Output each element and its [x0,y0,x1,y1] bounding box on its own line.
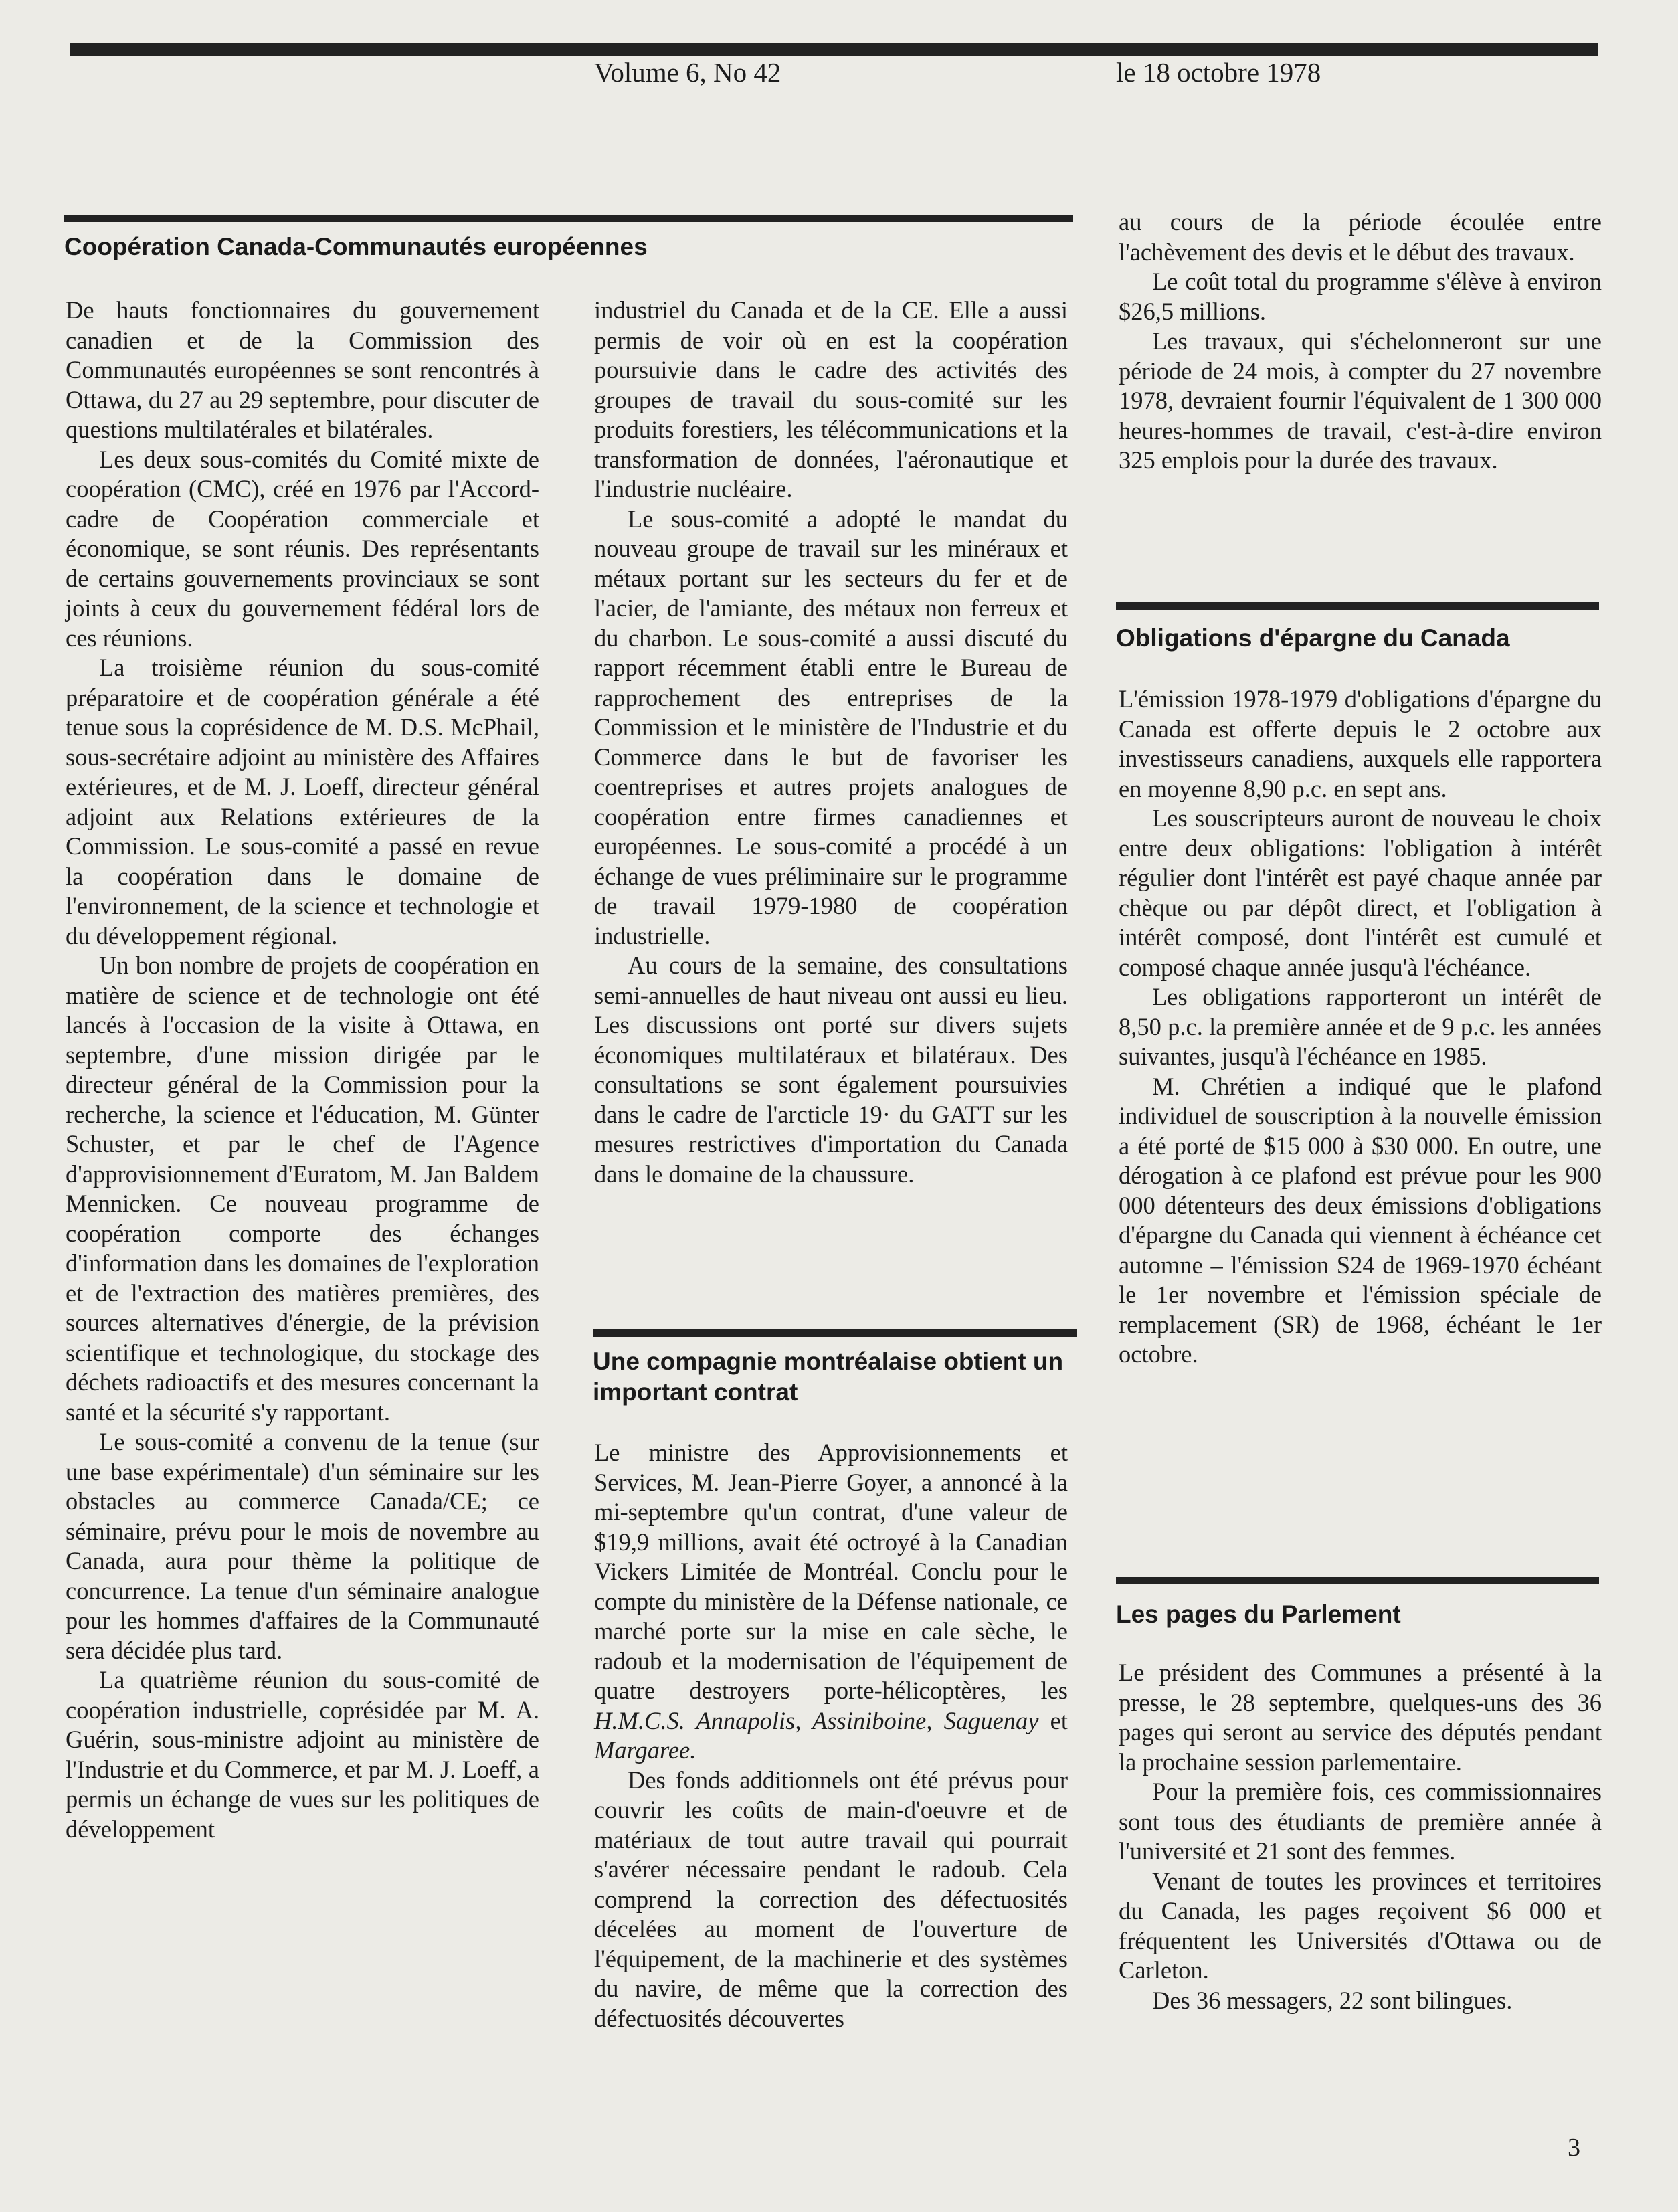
volume-number: Volume 6, No 42 [594,57,781,88]
paragraph: Des 36 messagers, 22 sont bilingues. [1152,1986,1513,2014]
paragraph: Un bon nombre de projets de coopération en matière de science et de technologie ont été lancés à l'occasion de la visite à Ottawa, en septembre, d'une mission dirigée par le directeur général de la Commission pour la recherche, la science et l'éducation, M. Günter Schuster, et par le chef de l'Agence d'approvisionnement d'Euratom, M. Jan Baldem Mennicken. Ce nouveau programme de coopération comporte des échanges d'information dans les domaines de l'exploration et de l'extraction des matières premières, des sources alternatives d'énergie, de la prévision scientifique et technologique, du stockage des déchets radioactifs et des mesures concernant la santé et la sécurité s'y rapportant. [66,951,539,1426]
paragraph: Venant de toutes les provinces et territoires du Canada, les pages reçoivent $6 000 et fréquentent les Universités d'Ottawa ou de Carleton. [1119,1867,1602,1984]
ship-name-last: Margaree. [594,1736,696,1764]
paragraph: Le coût total du programme s'élève à environ $26,5 millions. [1119,268,1602,325]
article-pages-body [1119,1658,1602,2015]
article-bonds-title: Obligations d'épargne du Canada [1116,624,1510,652]
paragraph [594,1438,1068,1766]
article-bonds-header [1116,602,1599,654]
paragraph: au cours de la période écoulée entre l'achèvement des devis et le début des travaux. [1119,208,1602,266]
paragraph: Les travaux, qui s'échelonneront sur une période de 24 mois, à compter du 27 novembre 1978, devraient fournir l'équivalent de 1 300 000 heures-hommes de travail, c'est-à-dire environ 325 emplois pour la durée des travaux. [1119,327,1602,474]
paragraph: Le sous-comité a convenu de la tenue (sur une base expérimentale) d'un séminaire sur les obstacles au commerce Canada/CE; ce séminaire, prévu pour le mois de novembre au Canada, aura pour thème la politique de concurrence. La tenue d'un séminaire analogue pour les hommes d'affaires de la Communauté sera décidée plus tard. [66,1428,539,1664]
section-rule [593,1329,1077,1337]
article-coop-column-2 [594,296,1068,1189]
paragraph: L'émission 1978-1979 d'obligations d'épargne du Canada est offerte depuis le 2 octobre aux investisseurs canadiens, auxquels elle rapportera en moyenne 8,90 p.c. en sept ans. [1119,685,1602,802]
paragraph: Des fonds additionnels ont été prévus pour couvrir les coûts de main-d'oeuvre et de matériaux de tout autre travail qui pourrait s'avérer nécessaire pendant le radoub. Cela comprend la correction des défectuosités décelées au moment de l'ouverture de l'équipement, de la machinerie et des systèmes du navire, de même que la correction des défectuosités découvertes [594,1766,1068,2032]
page-number: 3 [1568,2134,1580,2162]
paragraph: La troisième réunion du sous-comité préparatoire et de coopération générale a été tenue sous la coprésidence de M. D.S. McPhail, sous-secrétaire adjoint au ministère des Affaires extérieures, et de M. J. Loeff, directeur général adjoint aux Relations extérieures de la Commission. Le sous-comité a passé en revue la coopération dans le domaine de l'environnement, de la science et technologie et du développement régional. [66,654,539,949]
article-contract-header [593,1329,1077,1408]
article-contract-column-3 [1119,207,1602,476]
paragraph: Pour la première fois, ces commissionnaires sont tous des étudiants de première année à l'université et 21 sont des femmes. [1119,1778,1602,1865]
conjunction: et [1050,1706,1068,1734]
paragraph: La quatrième réunion du sous-comité de coopération industrielle, coprésidée par M. A. Guérin, sous-ministre adjoint au ministère de l'Industrie et du Commerce, et par M. J. Loeff, a permis un échange de vues sur les politiques de développement [66,1666,539,1843]
issue-date: le 18 octobre 1978 [1116,57,1321,88]
paragraph: Le sous-comité a adopté le mandat du nouveau groupe de travail sur les minéraux et métaux portant sur les secteurs du fer et de l'acier, de l'amiante, des métaux non ferreux et du charbon. Le sous-comité a aussi discuté du rapport récemment établi entre le Bureau de rapprochement des entreprises de la Commission et le ministère de l'Industrie et du Commerce dans le but de favoriser les coentreprises et autres projets analogues de coopération entre firmes canadiennes et européennes. Le sous-comité a procédé à un échange de vues préliminaire sur le programme de travail 1979-1980 de coopération industrielle. [594,504,1068,949]
paragraph: Les deux sous-comités du Comité mixte de coopération (CMC), créé en 1976 par l'Accord-cadre de Coopération commerciale et économique, se sont réunis. Des représentants de certains gouvernements provinciaux se sont joints à ceux du gouvernement fédéral lors de ces réunions. [66,445,539,652]
article-coop-title: Coopération Canada-Communautés européennes [64,233,648,260]
article-bonds-body [1119,684,1602,1370]
paragraph: Au cours de la semaine, des consultations semi-annuelles de haut niveau ont aussi eu lieu. Les discussions ont porté sur divers sujets économiques multilatéraux et bilatéraux. Des consultations se sont également poursuivies dans le cadre de l'arcticle 19· du GATT sur les mesures restrictives d'importation du Canada dans le domaine de la chaussure. [594,951,1068,1188]
article-pages-title: Les pages du Parlement [1116,1600,1401,1628]
article-contract-column-2 [594,1438,1068,2033]
paragraph: Les souscripteurs auront de nouveau le choix entre deux obligations: l'obligation à intérêt régulier dont l'intérêt est payé chaque année par chèque ou par dépôt direct, et l'obligation à intérêt composé, dont l'intérêt est cumulé et composé chaque année jusqu'à l'échéance. [1119,804,1602,981]
paragraph: industriel du Canada et de la CE. Elle a aussi permis de voir où en est la coopération poursuivie dans le cadre des activités des groupes de travail du sous-comité sur les produits forestiers, les télécommunications et la transformation de données, l'aéronautique et l'industrie nucléaire. [594,296,1068,502]
article-pages-header [1116,1577,1599,1630]
article-coop-column-1 [66,296,539,1844]
section-rule [64,215,1073,222]
paragraph-text: Le ministre des Approvisionnements et Services, M. Jean-Pierre Goyer, a annoncé à la mi-septembre qu'un contrat, d'une valeur de $19,9 millions, avait été octroyé à la Canadian Vickers Limitée de Montréal. Conclu pour le compte du ministère de la Défense nationale, ce marché porte sur la mise en cale sèche, le radoub et la modernisation de l'équipement de quatre destroyers porte-hélicoptères, les [594,1439,1068,1704]
paragraph: M. Chrétien a indiqué que le plafond individuel de souscription à la nouvelle émission a été porté de $15 000 à $30 000. En outre, une dérogation à ce plafond est prévue pour les 900 000 détenteurs des deux émissions d'obligations d'épargne du Canada qui viennent à échéance cet automne – l'émission S24 de 1969-1970 échéant le 1er novembre et l'émission spéciale de remplacement (SR) de 1968, échéant le 1er octobre. [1119,1072,1602,1368]
paragraph: De hauts fonctionnaires du gouvernement canadien et de la Commission des Communautés européennes se sont rencontrés à Ottawa, du 27 au 29 septembre, pour discuter de questions multilatérales et bilatérales. [66,296,539,443]
masthead-rule [70,43,1598,56]
section-rule [1116,1577,1599,1584]
article-coop-header [64,215,1073,262]
ship-names: H.M.C.S. Annapolis, Assiniboine, Saguenay [594,1706,1039,1734]
section-rule [1116,602,1599,610]
article-contract-title: Une compagnie montréalaise obtient un important contrat [593,1348,1064,1406]
paragraph: Le président des Communes a présenté à la presse, le 28 septembre, quelques-uns des 36 pages qui seront au service des députés pendant la prochaine session parlementaire. [1119,1659,1602,1776]
paragraph: Les obligations rapporteront un intérêt de 8,50 p.c. la première année et de 9 p.c. les années suivantes, jusqu'à l'échéance en 1985. [1119,983,1602,1070]
